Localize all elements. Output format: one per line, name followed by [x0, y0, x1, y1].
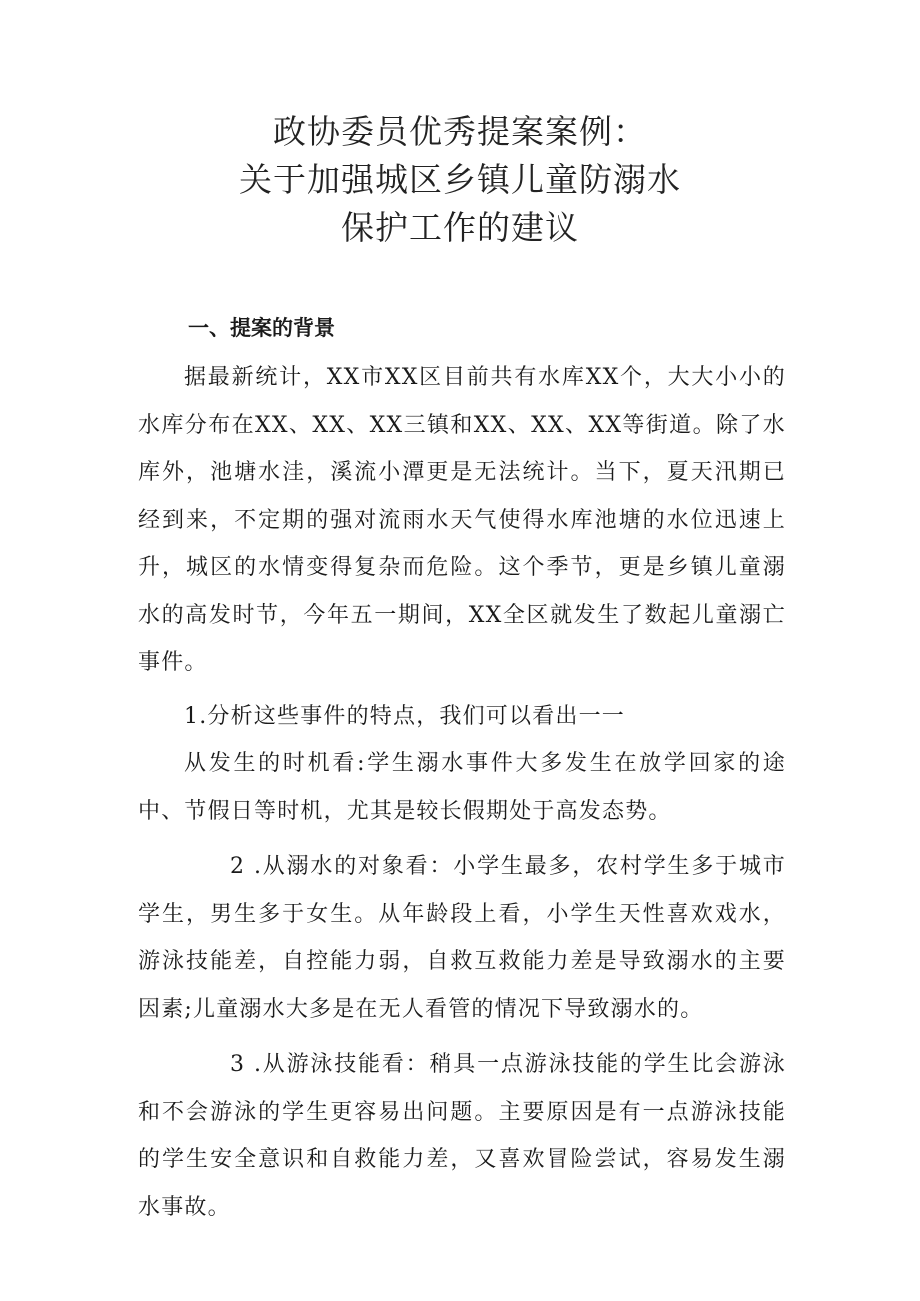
section-heading-background: 一、提案的背景	[188, 316, 335, 340]
title-line-1: 政协委员优秀提案案例：	[273, 112, 647, 151]
paragraph-swimming-skill: 3 .从游泳技能看：稍具一点游泳技能的学生比会游泳和不会游泳的学生更容易出问题。主要原因是有一点游泳技能的学生安全意识和自救能力差，又喜欢冒险尝试，容易发生溺水事故。	[138, 1052, 786, 1220]
paragraph-target-group: 2 .从溺水的对象看：小学生最多，农村学生多于城市学生，男生多于女生。从年龄段上看，小学生天性喜欢戏水，游泳技能差，自控能力弱，自救互救能力差是导致溺水的主要因素;儿童溺水大多是在无人看管的情况下导致溺水的。	[138, 854, 786, 1022]
title-line-2: 关于加强城区乡镇儿童防溺水	[239, 160, 681, 199]
paragraph-timing: 从发生的时机看:学生溺水事件大多发生在放学回家的途中、节假日等时机，尤其是较长假期处于高发态势。	[138, 751, 786, 824]
paragraph-background: 据最新统计，XX市XX区目前共有水库XX个，大大小小的水库分布在XX、XX、XX三镇和XX、XX、XX等街道。除了水库外，池塘水洼，溪流小潭更是无法统计。当下，夏天汛期已经到来，不定期的强对流雨水天气使得水库池塘的水位迅速上升，城区的水情变得复杂而危险。这个季节，更是乡镇儿童溺水的高发时节，今年五一期间，XX全区就发生了数起儿童溺亡事件。	[138, 365, 786, 675]
title-line-3: 保护工作的建议	[341, 208, 579, 247]
paragraph-analysis-intro: 1.分析这些事件的特点，我们可以看出一一	[184, 703, 625, 729]
document-body	[138, 308, 786, 1231]
document-title	[0, 108, 920, 252]
